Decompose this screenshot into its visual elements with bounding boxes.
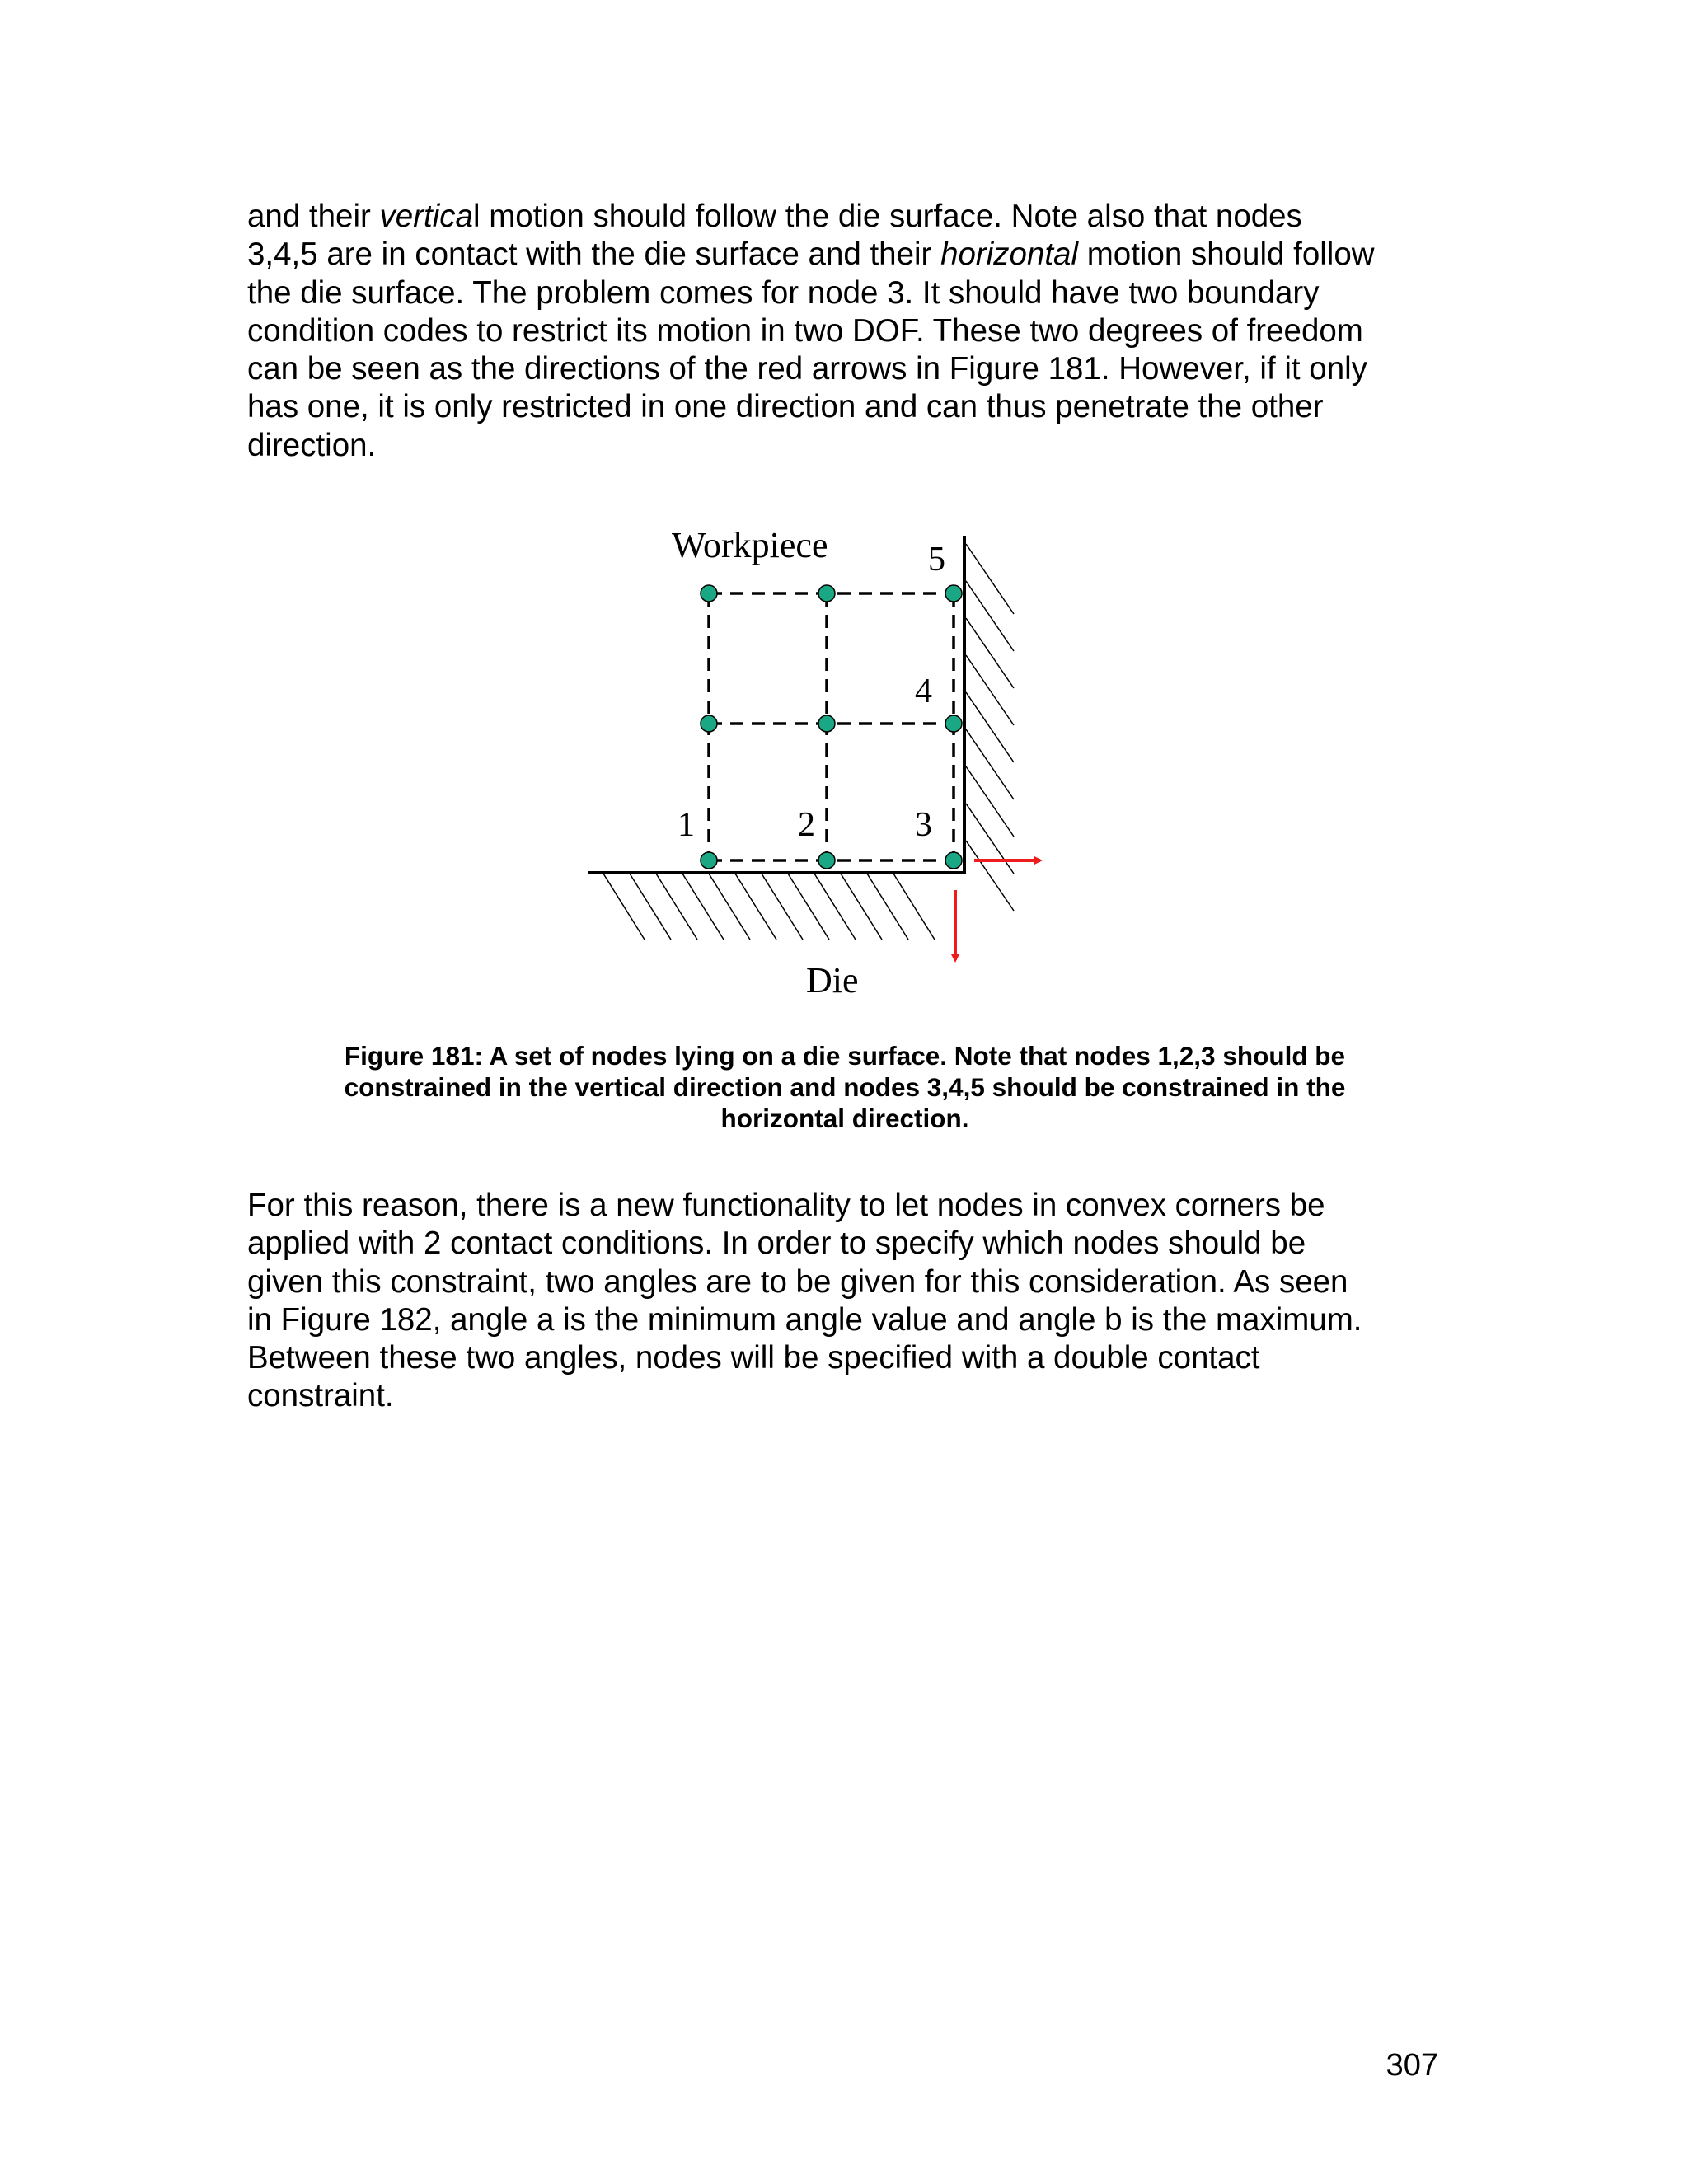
- body-paragraph-2: [247, 1187, 1459, 1416]
- paragraph-2-line-3: given this constraint, two angles are to be given for this consideration. As seen: [247, 1263, 1348, 1300]
- paragraph-2-line-1: For this reason, there is a new functionality to let nodes in convex corners be: [247, 1188, 1325, 1223]
- figure-181-diagram: [577, 519, 1055, 1014]
- node-3: [945, 852, 962, 869]
- paragraph-1-line-3: the die surface. The problem comes for node 3. It should have two boundary: [247, 274, 1320, 311]
- page-number: 307: [1386, 2048, 1438, 2083]
- paragraph-1-line-7: direction.: [247, 427, 377, 463]
- node-die-diagram: [577, 519, 1055, 1014]
- body-paragraph-1: [247, 198, 1459, 465]
- paragraph-2-line-4: in Figure 182, angle a is the minimum angle value and angle b is the maximum.: [247, 1301, 1362, 1338]
- paragraph-1-line-1: and their vertical motion should follow the die surface. Note also that nodes: [247, 199, 1302, 234]
- node-4: [945, 715, 962, 732]
- node-5-label: 5: [928, 541, 945, 579]
- paragraph-2-line-2: applied with 2 contact conditions. In order to specify which nodes should be: [247, 1226, 1306, 1262]
- paragraph-1-line-2: 3,4,5 are in contact with the die surface and their horizontal motion should follow: [247, 237, 1375, 273]
- node-2-label: 2: [798, 806, 815, 844]
- paragraph-2-line-5: Between these two angles, nodes will be specified with a double contact: [247, 1340, 1260, 1376]
- node-1-label: 1: [678, 806, 695, 844]
- node-top-left: [701, 585, 717, 602]
- paragraph-1-line-6: has one, it is only restricted in one direction and can thus penetrate the other: [247, 389, 1324, 425]
- italic-horizontal: horizontal: [940, 237, 1079, 273]
- node-4-label: 4: [915, 673, 932, 710]
- node-top-middle: [818, 585, 835, 602]
- node-middle-left: [701, 715, 717, 732]
- node-5: [945, 585, 962, 602]
- paragraph-1-line-4: condition codes to restrict its motion in two DOF. These two degrees of freedom: [247, 312, 1363, 349]
- die-label: Die: [806, 960, 859, 1001]
- wall-hatching: [966, 544, 1014, 911]
- workpiece-label: Workpiece: [672, 525, 828, 565]
- paragraph-1-line-5: can be seen as the directions of the red arrows in Figure 181. However, if it only: [247, 351, 1367, 387]
- node-1: [701, 852, 717, 869]
- italic-vertical: vertica: [379, 199, 473, 234]
- node-3-label: 3: [915, 806, 932, 844]
- caption-line-3: horizontal direction.: [720, 1104, 969, 1133]
- caption-line-2: constrained in the vertical direction and nodes 3,4,5 should be constrained in the: [344, 1072, 1346, 1102]
- caption-line-1: Figure 181: A set of nodes lying on a die surface. Note that nodes 1,2,3 should be: [344, 1041, 1346, 1071]
- node-2: [818, 852, 835, 869]
- floor-hatching: [603, 874, 935, 940]
- node-center: [818, 715, 835, 732]
- figure-181-caption: [280, 1040, 1409, 1134]
- paragraph-2-line-6: constraint.: [247, 1378, 394, 1414]
